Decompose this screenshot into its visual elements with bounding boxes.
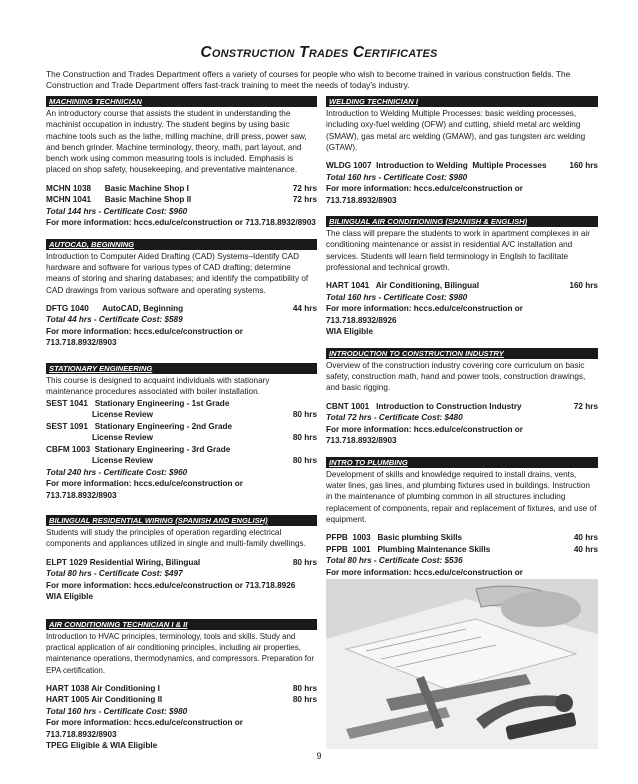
course-row: License Review 80 hrs [92, 410, 317, 420]
total-cost: Total 160 hrs - Certificate Cost: $980 [326, 172, 468, 182]
section-header: AUTOCAD, BEGINNING [46, 239, 317, 250]
section-description: Introduction to Welding Multiple Processes: basic welding processes, including oxy-fuel welding (OFW) and cutting, shield metal arc welding (SMAW), gas metal arc welding (GMAW), and gas tungsten arc welding (GTAW). [326, 109, 586, 152]
eligibility: WIA Eligible [46, 592, 94, 602]
course-row: HART 1005 Air Conditioning II 80 hrs [46, 695, 317, 705]
more-info: For more information: hccs.edu/ce/construction or [326, 424, 523, 434]
more-info-phone: 713.718.8932/8903 [46, 490, 117, 500]
section-description: The class will prepare the students to work in apartment complexes in air conditioning maintenance or assist in residential A/C installation and services. Students will learn field terminology in English to facilitate professional and technical growth. [326, 229, 590, 273]
tools-photo [326, 579, 598, 749]
section-description: Introduction to Computer Aided Drafting (CAD) Systems–Identify CAD hardware and software for various types of CAD drafting; determine means of storing and sharing databases; and identify the compatibility of CAD drawings from various software and operating systems. [46, 251, 309, 295]
total-cost: Total 80 hrs - Certificate Cost: $536 [326, 556, 463, 566]
more-info: For more information: hccs.edu/ce/construction or 713.718.8932/8903 [46, 218, 316, 228]
more-info: For more information: hccs.edu/ce/construction or [46, 718, 243, 728]
intro-paragraph: The Construction and Trades Department offers a variety of courses for people who wish to become trained in various construction fields. The Construction and Trade Department offers fast-track training to meet the needs of today's industry. [46, 69, 571, 91]
total-cost: Total 240 hrs - Certificate Cost: $960 [46, 467, 188, 477]
more-info: For more information: hccs.edu/ce/construction or [326, 567, 523, 577]
section-header: INTRODUCTION TO CONSTRUCTION INDUSTRY [326, 348, 598, 359]
section-description: Overview of the construction industry covering core curriculum on basic safety, construction math, hand and power tools, construction drawings, and basic rigging. [326, 360, 586, 393]
course-row: HART 1041 Air Conditioning, Bilingual 160 hrs [326, 281, 598, 291]
course-row: CBFM 1003 Stationary Engineering - 3rd Grade [46, 444, 231, 454]
section-header: BILINGUAL RESIDENTIAL WIRING (SPANISH AND ENGLISH) [46, 515, 317, 526]
total-cost: Total 160 hrs - Certificate Cost: $980 [326, 292, 468, 302]
course-row: PFPB 1003 Basic plumbing Skills 40 hrs [326, 533, 598, 543]
course-row: MCHN 1038 Basic Machine Shop I 72 hrs [46, 183, 317, 193]
right-column [326, 96, 598, 612]
page-title: Construction Trades Certificates [200, 44, 438, 61]
more-info-phone: 713.718.8932/8926 [326, 315, 397, 325]
section-autocad [46, 239, 317, 349]
more-info: For more information: hccs.edu/ce/construction or [326, 304, 523, 314]
more-info-phone: 713.718.8932/8903 [326, 195, 397, 205]
eligibility: WIA Eligible [326, 327, 374, 337]
left-column [46, 96, 317, 762]
section-header: MACHINING TECHNICIAN [46, 96, 317, 107]
more-info-phone: 713.718.8932/8903 [326, 436, 397, 446]
section-welding [326, 96, 598, 206]
tools-illustration [326, 579, 598, 749]
total-cost: Total 160 hrs - Certificate Cost: $980 [46, 706, 188, 716]
course-row: SEST 1041 Stationary Engineering - 1st Grade [46, 398, 230, 408]
eligibility: TPEG Eligible & WIA Eligible [46, 741, 158, 751]
course-row: SEST 1091 Stationary Engineering - 2nd Grade [46, 421, 233, 431]
section-header: WELDING TECHNICIAN I [326, 96, 598, 107]
course-row: MCHN 1041 Basic Machine Shop II 72 hrs [46, 195, 317, 205]
total-cost: Total 144 hrs - Certificate Cost: $960 [46, 206, 188, 216]
more-info-phone: 713.718.8932/8903 [46, 338, 117, 348]
section-stationary [46, 363, 317, 501]
section-description: Introduction to HVAC principles, terminology, tools and skills. Study and practical application of air conditioning principles, including air properties, maintenance operations, thermodynamics, and compressors. Preparation for EPA certification. [46, 631, 314, 675]
section-header: AIR CONDITIONING TECHNICIAN I & II [46, 619, 317, 630]
section-description: Students will study the principles of operation regarding electrical components and appliances utilized in single and multi-family dwellings. [46, 528, 306, 549]
section-plumbing [326, 457, 598, 590]
section-header: STATIONARY ENGINEERING [46, 363, 317, 374]
more-info: For more information: hccs.edu/ce/construction or 713.718.8926 [46, 580, 296, 590]
section-bilingual-ac [326, 216, 598, 338]
section-description: Development of skills and knowledge required to install drains, vents, water lines, gas lines, and plumbing fixtures used in buildings. Instruction in the maintenance of plumbing common in all structures including replacement of components, repair and replacement of fixtures, and use of equipment. [326, 469, 597, 524]
section-header: INTRO TO PLUMBING [326, 457, 598, 468]
course-row: WLDG 1007 Introduction to Welding Multiple Processes 160 hrs [326, 161, 598, 171]
more-info-phone: 713.718.8932/8903 [46, 729, 117, 739]
course-row: CBNT 1001 Introduction to Construction Industry 72 hrs [326, 401, 598, 411]
total-cost: Total 44 hrs - Certificate Cost: $589 [46, 315, 183, 325]
section-description: An introductory course that assists the student in understanding the machinist occupation in industry. The student begins by using basic machine tools such as the lathe, milling machine, drill press, power saw, and bench grinder. Machine terminology, theory, math, part layout, and bench work using common measuring tools is included. Emphasis is placed on shop safety, housekeeping, and preventative maintenance. [46, 109, 307, 175]
section-header: BILINGUAL AIR CONDITIONING (SPANISH & ENGLISH) [326, 216, 598, 227]
course-row: License Review 80 hrs [92, 456, 317, 466]
section-machining [46, 96, 317, 229]
section-bilingual-wiring [46, 515, 317, 603]
course-row: License Review 80 hrs [92, 433, 317, 443]
more-info: For more information: hccs.edu/ce/construction or [46, 479, 243, 489]
course-row: PFPB 1001 Plumbing Maintenance Skills 40 hrs [326, 544, 598, 554]
more-info: For more information: hccs.edu/ce/construction or [326, 184, 523, 194]
section-description: This course is designed to acquaint individuals with stationary maintenance procedures associated with boiler installation. [46, 375, 270, 397]
page-number: 9 [316, 751, 322, 761]
section-hvac [46, 619, 317, 752]
total-cost: Total 80 hrs - Certificate Cost: $497 [46, 569, 183, 579]
course-row: ELPT 1029 Residential Wiring, Bilingual 80 hrs [46, 557, 317, 567]
course-row: HART 1038 Air Conditioning I 80 hrs [46, 683, 317, 693]
section-intro-construction [326, 348, 598, 447]
course-row: DFTG 1040 AutoCAD, Beginning 44 hrs [46, 303, 317, 313]
total-cost: Total 72 hrs - Certificate Cost: $480 [326, 413, 463, 423]
more-info: For more information: hccs.edu/ce/construction or [46, 326, 243, 336]
